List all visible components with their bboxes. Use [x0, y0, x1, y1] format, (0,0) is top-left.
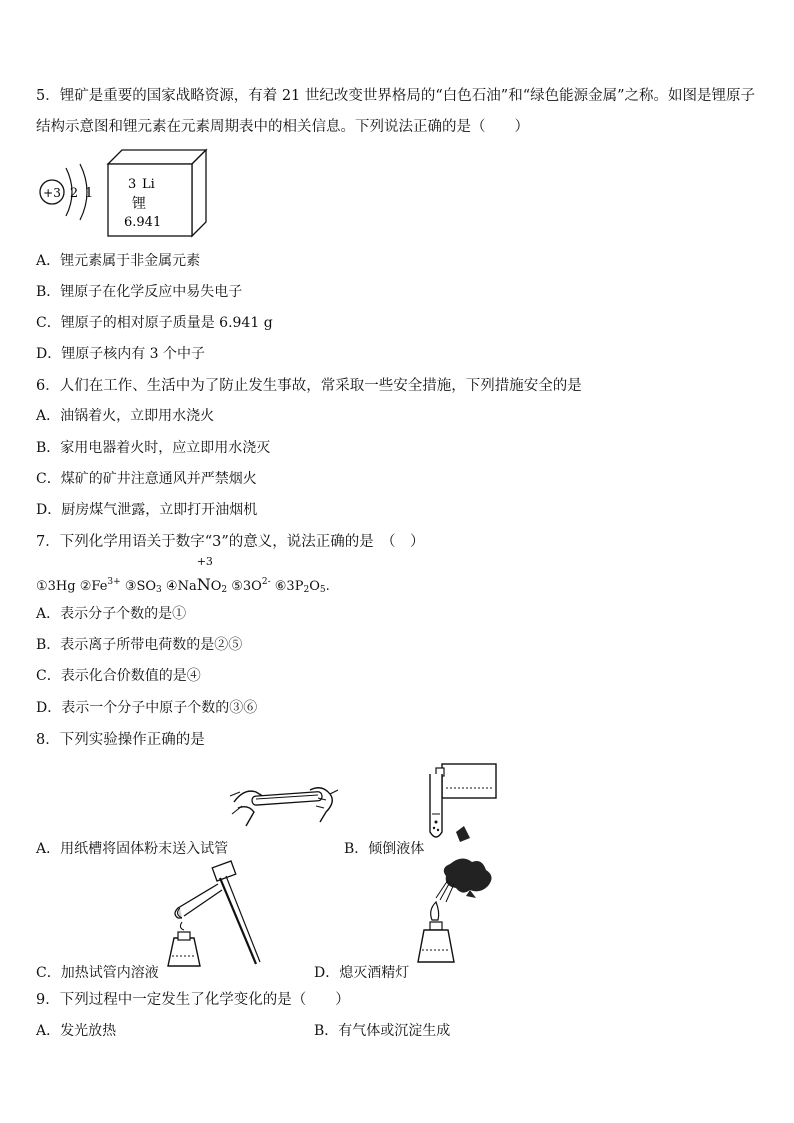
q8-option-d[interactable]: D．熄灭酒精灯 [314, 965, 410, 981]
q7-option-c[interactable]: C．表示化合价数值的是④ [36, 668, 201, 684]
formula-1: ①3Hg [36, 579, 76, 594]
q9-option-b[interactable]: B．有气体或沉淀生成 [314, 1023, 451, 1039]
q8-stem: 8．下列实验操作正确的是 [36, 732, 205, 748]
q5-option-b[interactable]: B．锂原子在化学反应中易失电子 [36, 284, 243, 300]
valence-mark: +3 [196, 555, 213, 568]
pouring-liquid-illustration [426, 758, 506, 844]
q5-option-a[interactable]: A．锂元素属于非金属元素 [36, 253, 201, 269]
q7-stem: 7．下列化学用语关于数字“3”的意义，说法正确的是 （ ） [36, 534, 425, 550]
lithium-atom-structure-diagram [40, 164, 93, 220]
q7-option-a[interactable]: A．表示分子个数的是① [36, 606, 187, 622]
paper-trough-test-tube-illustration [226, 768, 346, 830]
q6-option-c[interactable]: C．煤矿的矿井注意通风并严禁烟火 [36, 471, 257, 487]
q5-stem-line2: 结构示意图和锂元素在元素周期表中的相关信息。下列说法正确的是（ ） [36, 119, 529, 135]
formula-4: ④Na +3 $NO_2$ [165, 555, 228, 595]
element-name: 锂 [132, 196, 146, 212]
q6-option-b[interactable]: B．家用电器着火时，应立即用水浇灭 [36, 440, 271, 456]
heating-test-tube-illustration [160, 858, 270, 968]
q8-option-a[interactable]: A．用纸槽将固体粉末送入试管 [36, 841, 229, 857]
q5-figure [36, 146, 216, 238]
q5-option-d[interactable]: D．锂原子核内有 3 个中子 [36, 346, 206, 362]
element-symbol: Li [142, 177, 155, 192]
q8-option-c[interactable]: C．加热试管内溶液 [36, 965, 159, 981]
q9-stem: 9．下列过程中一定发生了化学变化的是（ ） [36, 992, 350, 1008]
q7-option-d[interactable]: D．表示一个分子中原子个数的③⑥ [36, 700, 258, 716]
formula-2: $②Fe^{3+}$ [79, 577, 121, 594]
formula-5: $⑤3O^{2-}$ [231, 577, 271, 594]
shell1-electrons: 2 [69, 186, 79, 201]
formula-3: $③SO_3$ [124, 579, 162, 595]
formula-6: $⑥3P_2O_5$. [274, 579, 330, 595]
element-mass: 6.941 [124, 215, 162, 230]
nucleus-charge: +3 [43, 186, 61, 200]
q5-stem-line1: 5．锂矿是重要的国家战略资源，有着 21 世纪改变世界格局的“白色石油”和“绿色能源金属”之称。如图是锂原子 [36, 88, 756, 104]
q6-option-d[interactable]: D．厨房煤气泄露，立即打开油烟机 [36, 502, 258, 518]
element-number: 3 [128, 177, 137, 192]
q5-option-c[interactable]: C．锂原子的相对原子质量是 6.941 g [36, 315, 273, 331]
extinguish-alcohol-lamp-illustration [410, 850, 506, 968]
q8-option-b[interactable]: B．倾倒液体 [344, 841, 425, 857]
periodic-table-cell-cube [108, 150, 206, 236]
q6-option-a[interactable]: A．油锅着火，立即用水浇火 [36, 408, 215, 424]
q7-option-b[interactable]: B．表示离子所带电荷数的是②⑤ [36, 637, 243, 653]
q9-option-a[interactable]: A．发光放热 [36, 1023, 117, 1039]
q6-stem: 6．人们在工作、生活中为了防止发生事故，常采取一些安全措施，下列措施安全的是 [36, 378, 582, 394]
shell2-electrons: 1 [84, 186, 94, 201]
q7-formula-line [36, 555, 330, 595]
